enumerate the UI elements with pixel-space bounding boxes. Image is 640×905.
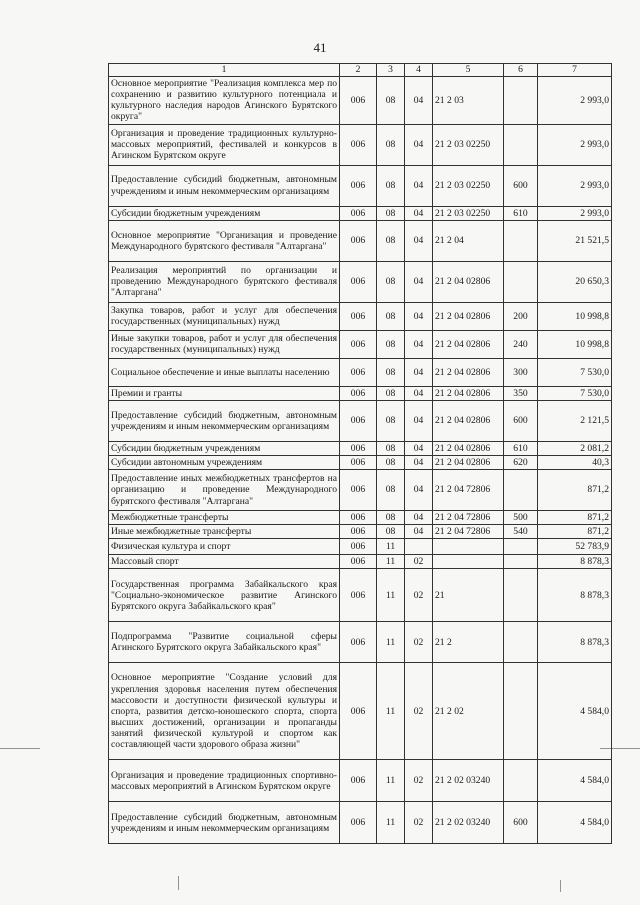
- expense-type-cell: 600: [504, 165, 538, 206]
- amount-cell: 4 584,0: [538, 663, 612, 760]
- subsection-code-cell: 02: [405, 663, 433, 760]
- subsection-code-cell: 04: [405, 220, 433, 261]
- section-code-cell: 08: [377, 220, 405, 261]
- table-row: [109, 539, 612, 555]
- admin-code-cell: 006: [340, 622, 377, 663]
- header-cell: 5: [433, 64, 504, 77]
- admin-code-cell: 006: [340, 206, 377, 220]
- subsection-code-cell: 04: [405, 511, 433, 525]
- expense-type-cell: [504, 663, 538, 760]
- amount-cell: 2 081,2: [538, 441, 612, 455]
- subsection-code-cell: 04: [405, 455, 433, 469]
- subsection-code-cell: 04: [405, 441, 433, 455]
- header-cell: 7: [538, 64, 612, 77]
- section-code-cell: 08: [377, 525, 405, 539]
- expense-type-cell: 600: [504, 802, 538, 844]
- table-row: [109, 206, 612, 220]
- admin-code-cell: 006: [340, 511, 377, 525]
- table-row: [109, 511, 612, 525]
- row-name-cell: Предоставление субсидий бюджетным, автономным учреждениям и иным некоммерческим организациям: [109, 400, 340, 441]
- amount-cell: 2 993,0: [538, 124, 612, 165]
- admin-code-cell: 006: [340, 525, 377, 539]
- row-name-cell: Иные межбюджетные трансферты: [109, 525, 340, 539]
- expense-type-cell: [504, 261, 538, 302]
- expense-type-cell: [504, 539, 538, 555]
- admin-code-cell: 006: [340, 539, 377, 555]
- subsection-code-cell: 04: [405, 525, 433, 539]
- amount-cell: 871,2: [538, 470, 612, 511]
- admin-code-cell: 006: [340, 330, 377, 358]
- expense-type-cell: 240: [504, 330, 538, 358]
- subsection-code-cell: 04: [405, 470, 433, 511]
- admin-code-cell: 006: [340, 302, 377, 330]
- amount-cell: 20 650,3: [538, 261, 612, 302]
- admin-code-cell: 006: [340, 386, 377, 400]
- admin-code-cell: 006: [340, 124, 377, 165]
- section-code-cell: 11: [377, 802, 405, 844]
- table-row: [109, 77, 612, 125]
- page-number: 41: [313, 40, 327, 55]
- target-article-cell: 21 2 04 72806: [433, 525, 504, 539]
- target-article-cell: 21 2 02 03240: [433, 760, 504, 802]
- section-code-cell: 08: [377, 470, 405, 511]
- admin-code-cell: 006: [340, 220, 377, 261]
- header-cell: 3: [377, 64, 405, 77]
- table-row: [109, 663, 612, 760]
- table-row: [109, 124, 612, 165]
- section-code-cell: 08: [377, 77, 405, 125]
- table-row: [109, 261, 612, 302]
- target-article-cell: 21 2 03 02250: [433, 206, 504, 220]
- subsection-code-cell: 04: [405, 261, 433, 302]
- table-row: [109, 386, 612, 400]
- subsection-code-cell: [405, 539, 433, 555]
- target-article-cell: 21 2 02 03240: [433, 802, 504, 844]
- table-row: [109, 400, 612, 441]
- row-name-cell: Премии и гранты: [109, 386, 340, 400]
- admin-code-cell: 006: [340, 165, 377, 206]
- expense-type-cell: 540: [504, 525, 538, 539]
- row-name-cell: Межбюджетные трансферты: [109, 511, 340, 525]
- amount-cell: 871,2: [538, 525, 612, 539]
- expense-type-cell: [504, 622, 538, 663]
- row-name-cell: Предоставление иных межбюджетных трансфертов на организацию и проведение Международного бурятского фестиваля "Алтаргана": [109, 470, 340, 511]
- expense-type-cell: [504, 760, 538, 802]
- target-article-cell: 21 2 03 02250: [433, 165, 504, 206]
- section-code-cell: 08: [377, 261, 405, 302]
- subsection-code-cell: 02: [405, 802, 433, 844]
- table-row: [109, 760, 612, 802]
- scan-mark: [0, 748, 40, 749]
- subsection-code-cell: 04: [405, 330, 433, 358]
- admin-code-cell: 006: [340, 77, 377, 125]
- target-article-cell: 21: [433, 569, 504, 622]
- section-code-cell: 08: [377, 441, 405, 455]
- expense-type-cell: 610: [504, 206, 538, 220]
- expense-type-cell: 300: [504, 358, 538, 386]
- table-row: [109, 802, 612, 844]
- row-name-cell: Подпрограмма "Развитие социальной сферы Агинского Бурятского округа Забайкальского края": [109, 622, 340, 663]
- expense-type-cell: [504, 555, 538, 569]
- row-name-cell: Предоставление субсидий бюджетным, автономным учреждениям и иным некоммерческим организациям: [109, 802, 340, 844]
- target-article-cell: 21 2 04 72806: [433, 511, 504, 525]
- row-name-cell: Массовый спорт: [109, 555, 340, 569]
- expense-type-cell: 500: [504, 511, 538, 525]
- table-row: [109, 455, 612, 469]
- header-cell: 4: [405, 64, 433, 77]
- row-name-cell: Субсидии автономным учреждениям: [109, 455, 340, 469]
- row-name-cell: Субсидии бюджетным учреждениям: [109, 441, 340, 455]
- amount-cell: 8 878,3: [538, 555, 612, 569]
- amount-cell: 52 783,9: [538, 539, 612, 555]
- expense-type-cell: 200: [504, 302, 538, 330]
- subsection-code-cell: 02: [405, 569, 433, 622]
- subsection-code-cell: 02: [405, 760, 433, 802]
- header-cell: 1: [109, 64, 340, 77]
- target-article-cell: 21 2 04 02806: [433, 455, 504, 469]
- subsection-code-cell: 04: [405, 206, 433, 220]
- row-name-cell: Закупка товаров, работ и услуг для обеспечения государственных (муниципальных) нужд: [109, 302, 340, 330]
- target-article-cell: [433, 539, 504, 555]
- header-cell: 6: [504, 64, 538, 77]
- budget-table: [108, 63, 612, 844]
- table-row: [109, 622, 612, 663]
- section-code-cell: 11: [377, 555, 405, 569]
- amount-cell: 4 584,0: [538, 760, 612, 802]
- section-code-cell: 08: [377, 400, 405, 441]
- scan-mark: [600, 748, 640, 749]
- table-row: [109, 302, 612, 330]
- expense-type-cell: [504, 124, 538, 165]
- expense-type-cell: [504, 77, 538, 125]
- row-name-cell: Физическая культура и спорт: [109, 539, 340, 555]
- table-row: [109, 330, 612, 358]
- target-article-cell: 21 2 04 02806: [433, 441, 504, 455]
- subsection-code-cell: 04: [405, 165, 433, 206]
- scan-mark: [178, 876, 179, 890]
- amount-cell: 2 993,0: [538, 77, 612, 125]
- expense-type-cell: 610: [504, 441, 538, 455]
- section-code-cell: 08: [377, 358, 405, 386]
- table-row: [109, 165, 612, 206]
- expense-type-cell: [504, 470, 538, 511]
- target-article-cell: 21 2: [433, 622, 504, 663]
- target-article-cell: 21 2 03 02250: [433, 124, 504, 165]
- table-row: [109, 441, 612, 455]
- subsection-code-cell: 04: [405, 77, 433, 125]
- table-row: [109, 358, 612, 386]
- subsection-code-cell: 02: [405, 622, 433, 663]
- section-code-cell: 08: [377, 206, 405, 220]
- header-row: [109, 64, 612, 77]
- target-article-cell: 21 2 03: [433, 77, 504, 125]
- amount-cell: 10 998,8: [538, 302, 612, 330]
- row-name-cell: Организация и проведение традиционных спортивно-массовых мероприятий в Агинском Бурятском округе: [109, 760, 340, 802]
- admin-code-cell: 006: [340, 470, 377, 511]
- table-row: [109, 220, 612, 261]
- target-article-cell: 21 2 02: [433, 663, 504, 760]
- admin-code-cell: 006: [340, 760, 377, 802]
- target-article-cell: 21 2 04: [433, 220, 504, 261]
- table-row: [109, 569, 612, 622]
- row-name-cell: Основное мероприятие "Реализация комплекса мер по сохранению и развитию культурного потенциала и культурного наследия народов Агинского Бурятского округа": [109, 77, 340, 125]
- subsection-code-cell: 04: [405, 302, 433, 330]
- section-code-cell: 08: [377, 386, 405, 400]
- section-code-cell: 08: [377, 302, 405, 330]
- subsection-code-cell: 04: [405, 124, 433, 165]
- target-article-cell: 21 2 04 02806: [433, 330, 504, 358]
- target-article-cell: [433, 555, 504, 569]
- admin-code-cell: 006: [340, 400, 377, 441]
- header-cell: 2: [340, 64, 377, 77]
- subsection-code-cell: 04: [405, 358, 433, 386]
- row-name-cell: Предоставление субсидий бюджетным, автономным учреждениям и иным некоммерческим организациям: [109, 165, 340, 206]
- section-code-cell: 11: [377, 569, 405, 622]
- target-article-cell: 21 2 04 02806: [433, 386, 504, 400]
- section-code-cell: 11: [377, 760, 405, 802]
- table-row: [109, 470, 612, 511]
- admin-code-cell: 006: [340, 555, 377, 569]
- admin-code-cell: 006: [340, 663, 377, 760]
- section-code-cell: 08: [377, 455, 405, 469]
- amount-cell: 10 998,8: [538, 330, 612, 358]
- expense-type-cell: 600: [504, 400, 538, 441]
- section-code-cell: 08: [377, 330, 405, 358]
- amount-cell: 2 121,5: [538, 400, 612, 441]
- amount-cell: 7 530,0: [538, 358, 612, 386]
- target-article-cell: 21 2 04 02806: [433, 358, 504, 386]
- expense-type-cell: 350: [504, 386, 538, 400]
- row-name-cell: Социальное обеспечение и иные выплаты населению: [109, 358, 340, 386]
- row-name-cell: Субсидии бюджетным учреждениям: [109, 206, 340, 220]
- amount-cell: 2 993,0: [538, 165, 612, 206]
- subsection-code-cell: 04: [405, 400, 433, 441]
- row-name-cell: Иные закупки товаров, работ и услуг для обеспечения государственных (муниципальных) нужд: [109, 330, 340, 358]
- row-name-cell: Реализация мероприятий по организации и проведению Международного бурятского фестиваля "Алтаргана": [109, 261, 340, 302]
- amount-cell: 21 521,5: [538, 220, 612, 261]
- table-row: [109, 555, 612, 569]
- row-name-cell: Организация и проведение традиционных культурно-массовых мероприятий, фестивалей и конкурсов в Агинском Бурятском округе: [109, 124, 340, 165]
- section-code-cell: 08: [377, 165, 405, 206]
- target-article-cell: 21 2 04 02806: [433, 302, 504, 330]
- admin-code-cell: 006: [340, 261, 377, 302]
- subsection-code-cell: 02: [405, 555, 433, 569]
- target-article-cell: 21 2 04 72806: [433, 470, 504, 511]
- scan-mark: [560, 880, 561, 892]
- amount-cell: 4 584,0: [538, 802, 612, 844]
- amount-cell: 7 530,0: [538, 386, 612, 400]
- table-row: [109, 525, 612, 539]
- section-code-cell: 08: [377, 511, 405, 525]
- row-name-cell: Основное мероприятие "Организация и проведение Международного бурятского фестиваля "Алтаргана": [109, 220, 340, 261]
- amount-cell: 40,3: [538, 455, 612, 469]
- expense-type-cell: 620: [504, 455, 538, 469]
- amount-cell: 8 878,3: [538, 622, 612, 663]
- row-name-cell: Государственная программа Забайкальского края "Социально-экономическое развитие Агинского Бурятского округа Забайкальского края": [109, 569, 340, 622]
- admin-code-cell: 006: [340, 569, 377, 622]
- amount-cell: 871,2: [538, 511, 612, 525]
- expense-type-cell: [504, 569, 538, 622]
- section-code-cell: 11: [377, 622, 405, 663]
- section-code-cell: 11: [377, 539, 405, 555]
- amount-cell: 2 993,0: [538, 206, 612, 220]
- row-name-cell: Основное мероприятие "Создание условий для укрепления здоровья населения путем обеспечения массовости и доступности физической культуры и спорта, развития детско-юношеского спорта, спорта высших достижений, организации и пропаганды занятий физической культурой и спортом как составляющей части здорового образа жизни": [109, 663, 340, 760]
- admin-code-cell: 006: [340, 802, 377, 844]
- amount-cell: 8 878,3: [538, 569, 612, 622]
- target-article-cell: 21 2 04 02806: [433, 261, 504, 302]
- subsection-code-cell: 04: [405, 386, 433, 400]
- section-code-cell: 08: [377, 124, 405, 165]
- admin-code-cell: 006: [340, 455, 377, 469]
- target-article-cell: 21 2 04 02806: [433, 400, 504, 441]
- section-code-cell: 11: [377, 663, 405, 760]
- admin-code-cell: 006: [340, 358, 377, 386]
- admin-code-cell: 006: [340, 441, 377, 455]
- expense-type-cell: [504, 220, 538, 261]
